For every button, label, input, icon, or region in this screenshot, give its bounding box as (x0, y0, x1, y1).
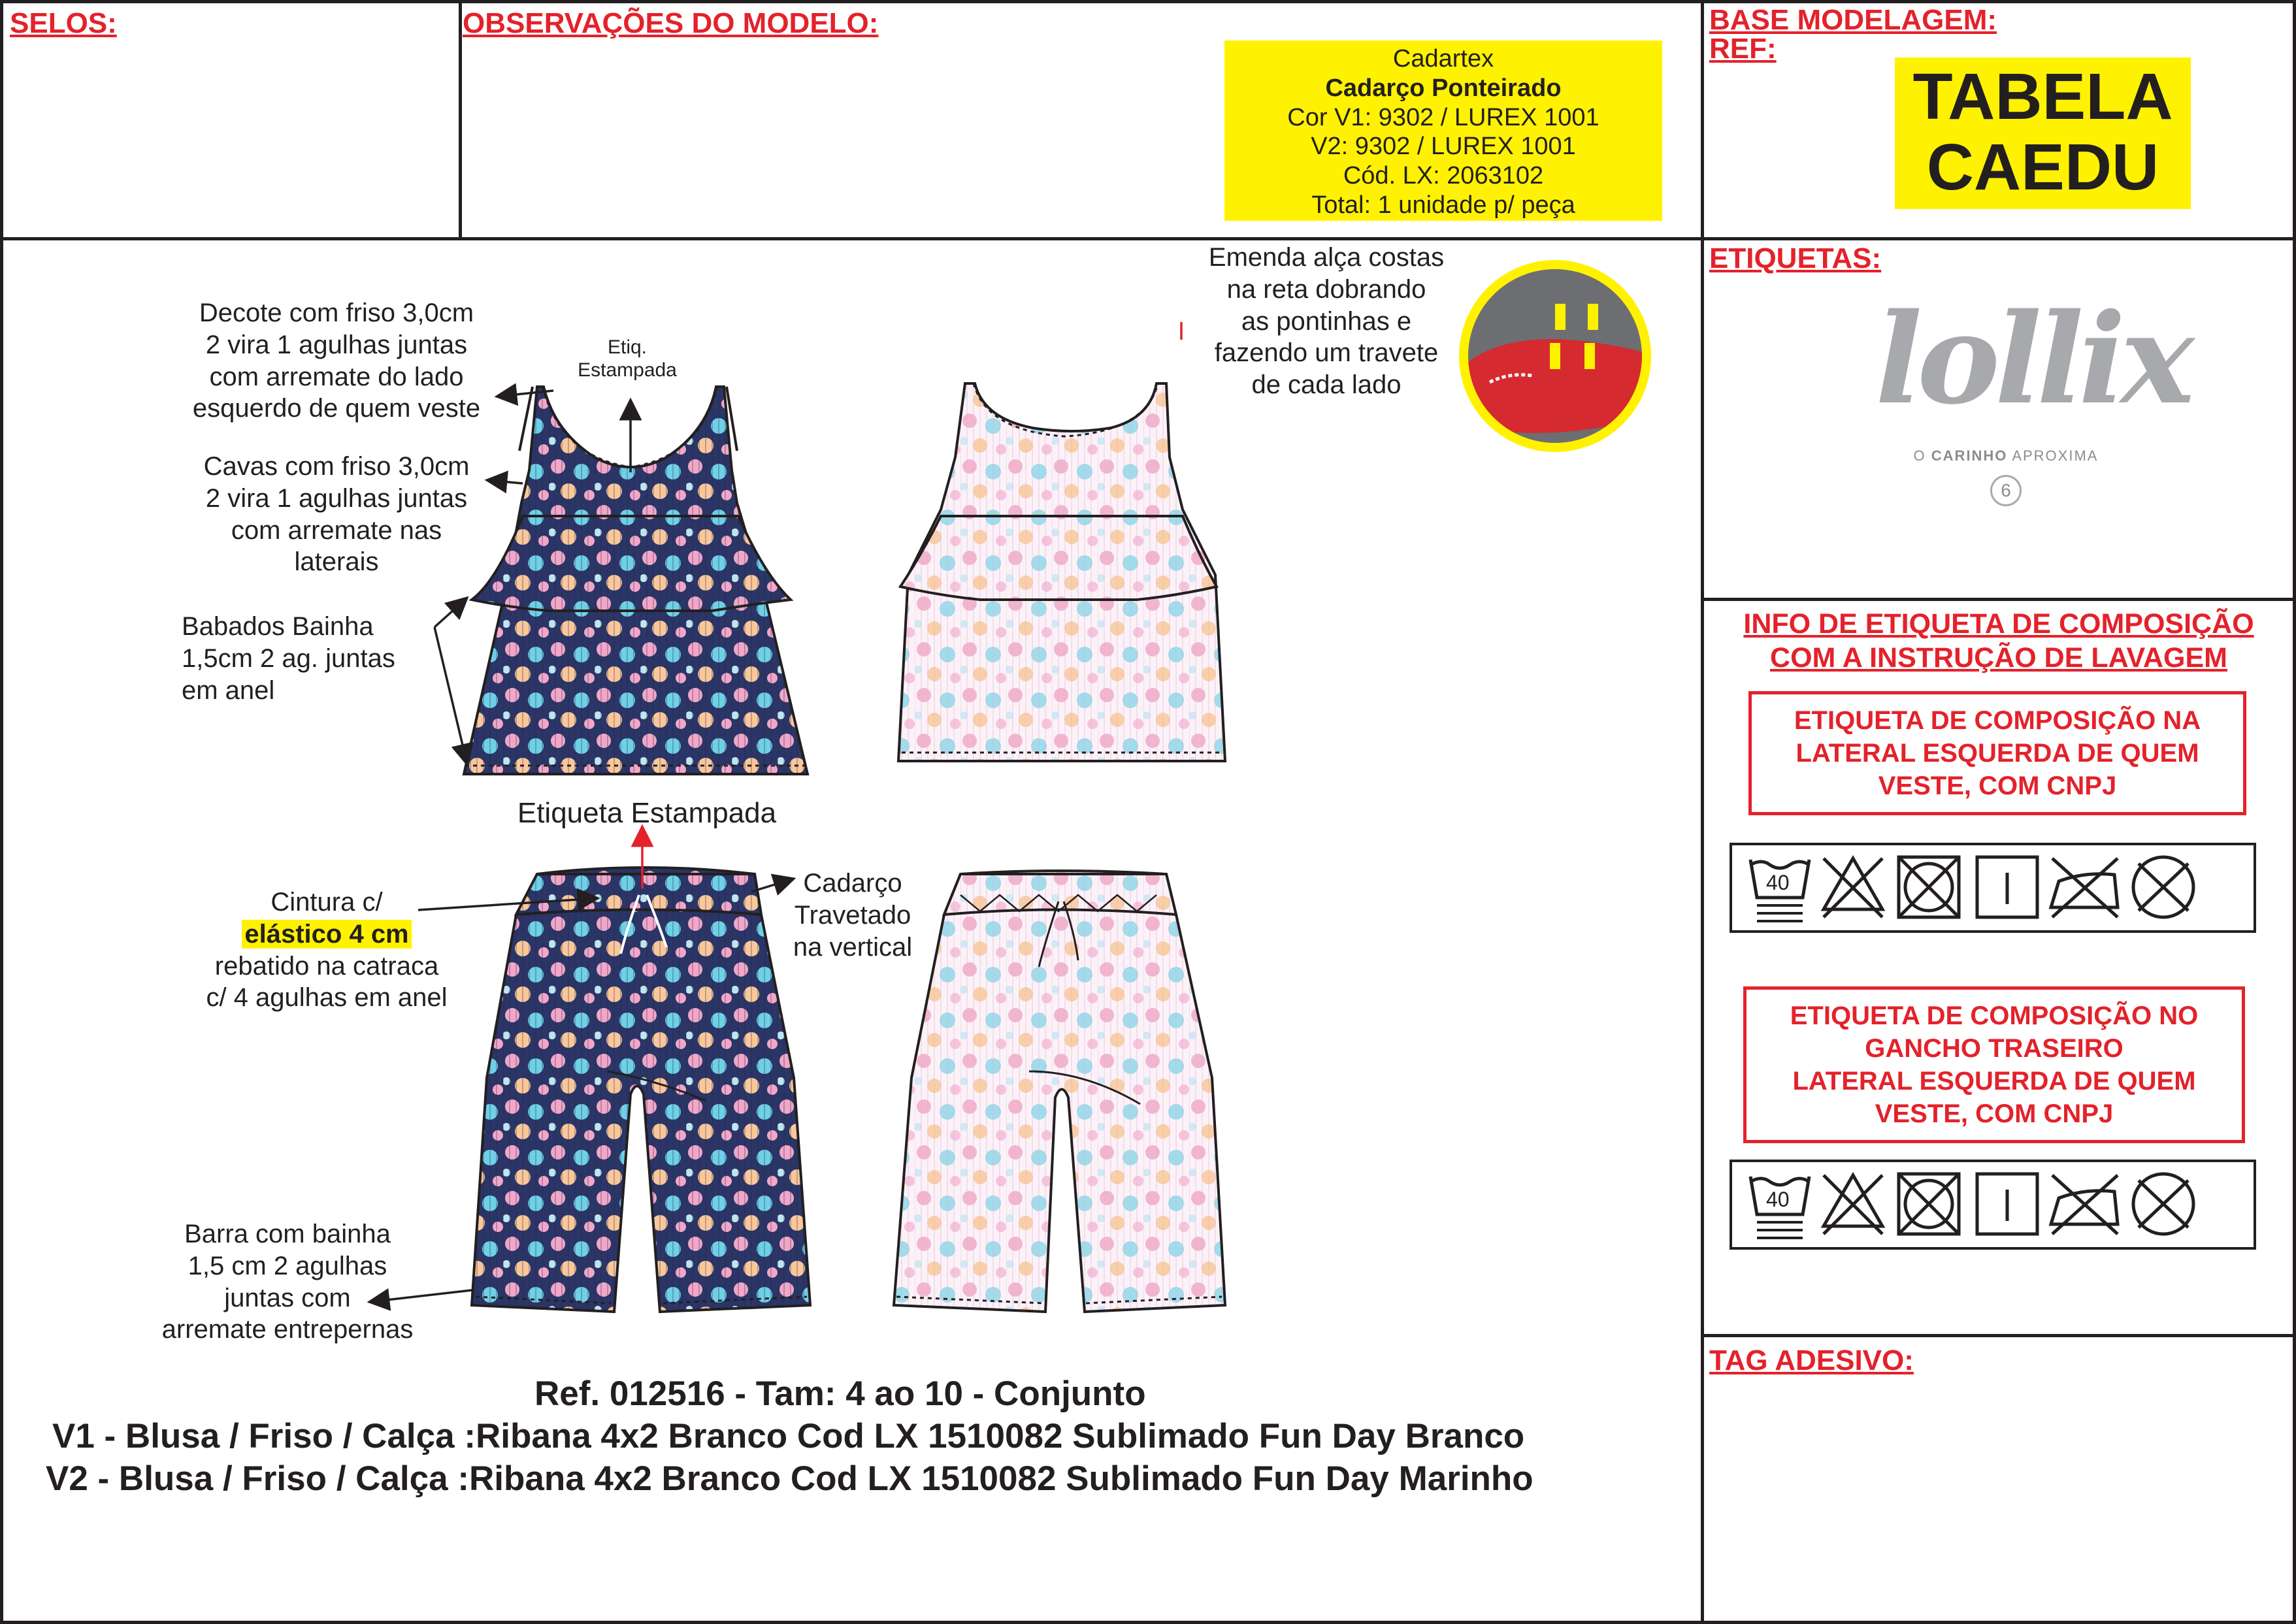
no-dry-clean-icon (2133, 1174, 2193, 1234)
note-line: Barra com bainha (184, 1220, 391, 1248)
label-line: LATERAL ESQUERDA DE QUEM (1792, 1067, 2196, 1096)
etiquetas-label: ETIQUETAS: (1709, 242, 1882, 274)
cadarco-note (778, 868, 928, 963)
tag-adesivo-label: TAG ADESIVO: (1709, 1344, 1914, 1376)
note-line: Travetado (794, 900, 911, 930)
ref-label: REF: (1709, 33, 1777, 65)
observacoes-label: OBSERVAÇÕES DO MODELO: (463, 7, 879, 39)
label-line: VESTE, COM CNPJ (1878, 771, 2117, 800)
etiq-estampada-small-note (562, 336, 693, 382)
note-line: fazendo um travete (1214, 338, 1439, 368)
line-dry-icon (1977, 857, 2037, 917)
cadartex-title: Cadarço Ponteirado (1325, 74, 1562, 102)
brand-size-badge: 6 (1990, 475, 2022, 506)
babados-note (182, 611, 443, 706)
variant-v2-line: V2 - Blusa / Friso / Calça :Ribana 4x2 Branco Cod LX 1510082 Sublimado Fun Day Marinho (46, 1459, 1533, 1498)
cadartex-line: Cadartex (1392, 45, 1494, 73)
brand-logo-wordmark: lollix (1875, 286, 2189, 432)
note-line: Babados Bainha (182, 612, 374, 641)
note-line: Cavas com friso 3,0cm (203, 452, 470, 481)
wash-symbols-strip-2 (1730, 1160, 2256, 1250)
no-dry-clean-icon (2133, 857, 2193, 917)
no-bleach-icon (1824, 1175, 1882, 1234)
note-line: 1,5cm 2 ag. juntas (182, 643, 395, 673)
strap-seam-detail (1464, 265, 1647, 447)
emenda-note (1176, 242, 1477, 401)
brand-tagline (1875, 447, 2137, 464)
tagline-bold: CARINHO (1931, 447, 2008, 464)
tabela-line: TABELA (1912, 60, 2173, 133)
no-iron-icon (2051, 1175, 2118, 1234)
note-line: c/ 4 agulhas em anel (206, 983, 448, 1013)
cadartex-line: Total: 1 unidade p/ peça (1311, 191, 1575, 219)
composition-label-1 (1748, 691, 2246, 815)
note-line: Decote com friso 3,0cm (199, 299, 474, 327)
variant-v1-line: V1 - Blusa / Friso / Calça :Ribana 4x2 Branco Cod LX 1510082 Sublimado Fun Day Branco (52, 1417, 1525, 1455)
selos-label: SELOS: (10, 7, 117, 39)
tagline-part: APROXIMA (2007, 447, 2099, 464)
cavas-note (173, 451, 500, 578)
label-line: ETIQUETA DE COMPOSIÇÃO NO (1790, 1001, 2199, 1030)
note-highlight: elástico 4 cm (183, 918, 470, 950)
cadartex-box (1224, 41, 1662, 221)
wash-symbols-strip-1 (1730, 843, 2256, 933)
note-line: Cintura c/ (271, 888, 383, 917)
tagline-part: O (1913, 447, 1931, 464)
decote-note (163, 297, 510, 425)
brand-logo (1875, 286, 2189, 572)
note-line: arremate entrepernas (161, 1315, 414, 1344)
no-tumble-dry-icon (1899, 1174, 1959, 1234)
header-line: INFO DE ETIQUETA DE COMPOSIÇÃO (1743, 608, 2254, 640)
wash-temperature: 40 (1766, 1188, 1790, 1211)
cadartex-line: Cor V1: 9302 / LUREX 1001 (1287, 103, 1599, 131)
pants-front-navy (472, 868, 810, 1312)
note-line: rebatido na catraca (214, 951, 439, 981)
note-line: laterais (294, 547, 379, 577)
line-dry-icon (1977, 1174, 2037, 1234)
note-line: esquerdo de quem veste (192, 394, 481, 423)
tabela-caedu-badge (1895, 57, 2191, 209)
note-line: 2 vira 1 agulhas juntas (205, 330, 468, 359)
wash-temperature: 40 (1766, 871, 1790, 894)
label-line: LATERAL ESQUERDA DE QUEM (1796, 739, 2199, 768)
label-line: GANCHO TRASEIRO (1865, 1034, 2124, 1063)
base-modelagem-label: BASE MODELAGEM: (1709, 4, 1997, 36)
composition-label-2 (1743, 986, 2245, 1143)
note-line: Etiq. (607, 336, 648, 358)
blouse-back-white (898, 383, 1225, 761)
pants-back-white (894, 871, 1225, 1312)
etiqueta-estampada-note: Etiqueta Estampada (517, 797, 777, 829)
no-iron-icon (2051, 858, 2118, 917)
no-tumble-dry-icon (1899, 857, 1959, 917)
note-line: com arremate do lado (209, 362, 464, 391)
label-line: VESTE, COM CNPJ (1875, 1099, 2114, 1128)
cintura-note (183, 886, 470, 1014)
no-bleach-icon (1824, 858, 1882, 917)
note-line: Emenda alça costas (1208, 243, 1445, 272)
header-line: COM A INSTRUÇÃO DE LAVAGEM (1770, 641, 2227, 674)
cadartex-line: V2: 9302 / LUREX 1001 (1311, 133, 1576, 161)
wash-40-icon (1750, 1177, 1809, 1238)
cadartex-line: Cód. LX: 2063102 (1343, 162, 1544, 190)
note-line: Cadarço (803, 869, 902, 898)
tag-adesivo-box (1701, 1334, 2296, 1624)
note-line: 1,5 cm 2 agulhas (188, 1251, 387, 1280)
note-line: em anel (182, 675, 275, 705)
note-line: na reta dobrando (1226, 274, 1426, 304)
wash-40-icon (1750, 860, 1809, 921)
barra-note (134, 1218, 441, 1346)
info-etiqueta-header (1705, 608, 2292, 675)
caedu-line: CAEDU (1926, 131, 2159, 204)
label-line: ETIQUETA DE COMPOSIÇÃO NA (1794, 706, 2201, 735)
note-line: juntas com (224, 1283, 351, 1312)
blouse-front-navy (464, 387, 808, 774)
note-line: 2 vira 1 agulhas juntas (205, 483, 468, 513)
note-line: as pontinhas e (1241, 306, 1412, 336)
ref-size-line: Ref. 012516 - Tam: 4 ao 10 - Conjunto (534, 1374, 1146, 1413)
note-line: de cada lado (1251, 370, 1402, 400)
note-line: com arremate nas (231, 515, 442, 545)
note-line: Estampada (578, 359, 677, 381)
note-line: na vertical (793, 932, 913, 962)
